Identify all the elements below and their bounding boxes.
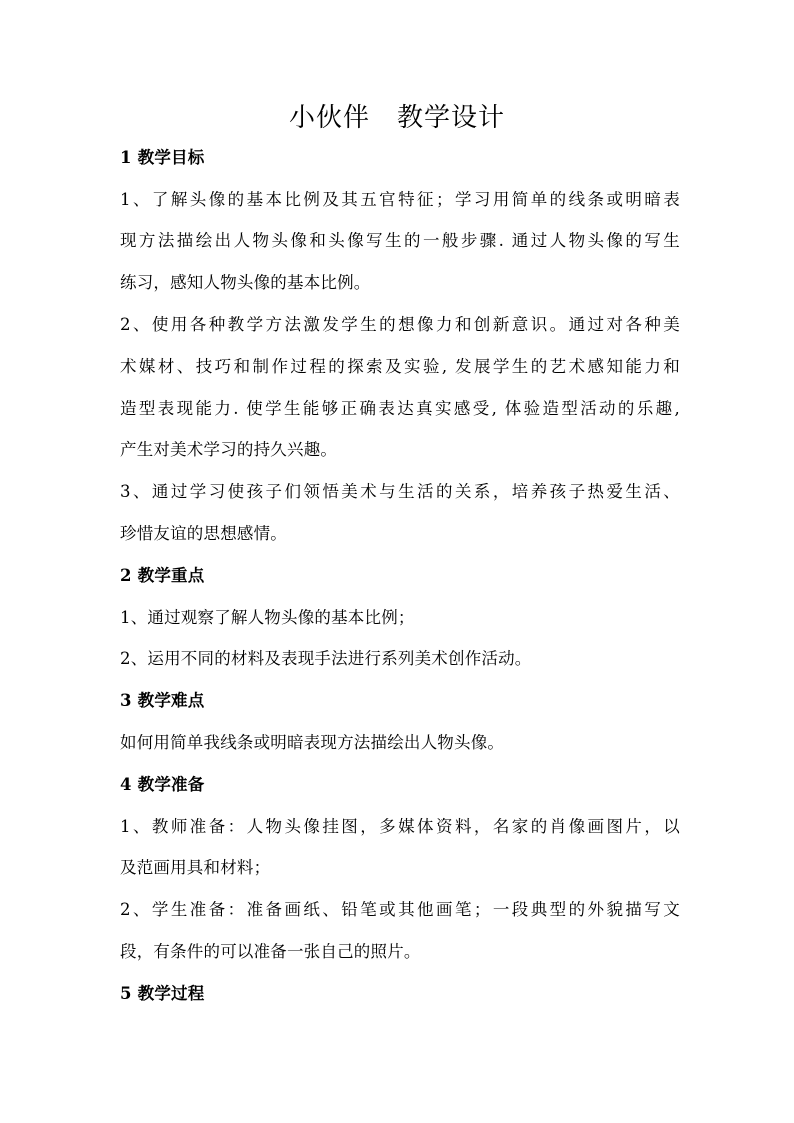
paragraph-line: 术媒材、技巧和制作过程的探索及实验, 发展学生的艺术感知能力和 xyxy=(120,357,680,376)
paragraph-line: 1、了解头像的基本比例及其五官特征；学习用简单的线条或明暗表 xyxy=(120,190,680,209)
paragraph-line: 造型表现能力. 使学生能够正确表达真实感受, 体验造型活动的乐趣, xyxy=(120,399,680,418)
document-title: 小伙伴 教学设计 xyxy=(288,103,505,133)
paragraph-line: 段，有条件的可以准备一张自己的照片。 xyxy=(120,942,421,961)
section-heading-key-points: 2 教学重点 xyxy=(120,566,205,585)
section-heading-difficulties: 3 教学难点 xyxy=(120,691,205,710)
paragraph-line: 2、学生准备：准备画纸、铅笔或其他画笔；一段典型的外貌描写文 xyxy=(120,900,680,919)
paragraph-line: 珍惜友谊的思想感情。 xyxy=(120,524,287,543)
paragraph-line: 2、使用各种教学方法激发学生的想像力和创新意识。通过对各种美 xyxy=(120,315,680,334)
section-heading-preparation: 4 教学准备 xyxy=(120,775,205,794)
section-heading-objectives: 1 教学目标 xyxy=(120,148,205,167)
paragraph-line: 2、运用不同的材料及表现手法进行系列美术创作活动。 xyxy=(120,649,532,668)
paragraph-line: 练习，感知人物头像的基本比例。 xyxy=(120,273,371,292)
paragraph-line: 1、教师准备：人物头像挂图，多媒体资料，名家的肖像画图片，以 xyxy=(120,817,680,836)
paragraph-line: 产生对美术学习的持久兴趣。 xyxy=(120,440,338,459)
paragraph-line: 如何用简单我线条或明暗表现方法描绘出人物头像。 xyxy=(120,733,505,752)
section-heading-process: 5 教学过程 xyxy=(120,984,205,1003)
paragraph-line: 1、通过观察了解人物头像的基本比例； xyxy=(120,608,415,627)
paragraph-line: 现方法描绘出人物头像和头像写生的一般步骤. 通过人物头像的写生 xyxy=(120,231,680,250)
paragraph-line: 及范画用具和材料； xyxy=(120,858,271,877)
paragraph-line: 3、通过学习使孩子们领悟美术与生活的关系，培养孩子热爱生活、 xyxy=(120,482,680,501)
